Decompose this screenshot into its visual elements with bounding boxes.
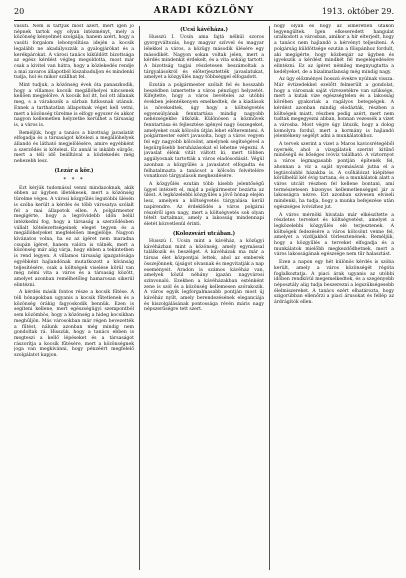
column-divider: [139, 26, 140, 570]
article-paragraph: Ezen a napon egy hét különös kérdés is szóba került, amely a város közönségét régóta foglalkoztatja. A piaci árak ugyanis az utóbbi időben rendkívül megemelkedtek, és a szegényebb néposztály alig tudja beszerezni a legszükségesebb élelmiszereket. A tanács ezért elhatározta, hogy szigorúbban ellenőrzi a piaci árusokat és fellép az árdrágítók ellen.: [274, 260, 394, 306]
article-paragraph: A tervek szerint a vizet a Maros kavicsrétegéből nyernék, ahol a vizsgálatok szerint kitűnő minőségű és bőséges ivóvíz található. A víztornyot a város legmagasabb pontján építenék fel, ahonnan a víz a saját nyomásával jutna el a legtávolabbi házakba is. A csőhálózat kiépítése körülbelül két évig tartana, és a munkálatok alatt a város utcáit részben fel kellene bontani, ami természetesen bizonyos kellemetlenséggel jár a lakosságra nézve. Ezt azonban szívesen elviseli mindenki, ha tudja, hogy a munka befejezése után egészséges ivóvízhez jut.: [274, 142, 394, 210]
article-paragraph: Reméljük, hogy a tanács a bizottság javaslatát elfogadja és a társaságot kötelezi a megállóhelyek állandó és látható megjelölésére, amire egyébként a szerződés is kötelezi. Ez annál is inkább sürgős, mert a téli idő beálltával a közlekedés még nehezebb lesz.: [14, 130, 134, 165]
page-number: 20: [14, 7, 25, 16]
article-paragraph: vasúti. Nem is tartjuk most azért, mert igen jó népnek tartok egy olyan intézményt, mely a közönség kényelmét szolgálja, hanem azért, hogy a vasúti forgalom lebonyolítása idején a kocsik legalább ne akadályozzák a gyalogjárókat és a kerékpárokat. A városi tanács kiküldött bizottsága az egész kérdést végleg megoldotta, most már csak a kivitel van hátra, hogy a közlekedés rendje a mai zavaros állapotból kiszabaduljon és mindenki tudja, hol és mikor szállhat fel.: [14, 24, 134, 81]
article-paragraph: Husszú I. Ucsin ama fajtá nélkül szoros gyorgyváltozás, hogy magyar szívvel és magyar lélekkel a város, a közügy második ülésére egy másodikét. Nagyon sokan voltak jelen, mert a kérdés mindenkit érdekelt, és a vita sokáig tartott. A bizottság tagjai részletesen beszámoltak a tárgyalásokról és előterjesztették javaslatukat, amelyet a közgyűlés nagy többséggel elfogadott.: [144, 35, 264, 81]
column-3: [274, 24, 394, 572]
section-separator: * * *: [63, 177, 85, 184]
page-header: [14, 6, 394, 21]
article-paragraph: A kérdés másik fontos része a kocsik fűtése. A téli hónapokban ugyanis a kocsik fűtetlenek és a közönség órákig fagyoskodik bennük. Ezen is segíteni kellene, mert egészségügyi szempontból sem közömbös, hogy a közönség a hideg kocsikban meghűljön. Más városokban már régen bevezették a fűtést, nálunk azonban még mindig nem gondoltak rá. Hisszük, hogy a tanács ebben is megteszi a kellő lépéseket és a társaságot rászorítja a kocsik fűtésére, mert a közönségnek joga van megkívánni, hogy pénzéért megfelelő szolgálatot kapjon.: [14, 290, 134, 359]
section-heading: (Kolozsvári utcában.): [172, 230, 236, 237]
article-paragraph: Ezt kérjük tudomásul venni mindazoknak, akik ebben az ügyben illetékesek, mert a közönség türelme véges. A városi közgyűlés legutóbbi ülésén is szóba került a kérdés és több városatya szólalt fel a mai állapotok ellen. A polgármester megígérte, hogy a legrövidebb időn belül intézkedni fog, hogy a társaság a szerződésben vállalt kötelezettségeinek eleget tegyen és a megállóhelyeket megfelelően megjelölje. Nagyon kívánatos volna, ha ez az ígéret nem maradna csupán ígéret, hanem valóra is válnék, mert a közönség már alig várja, hogy ebben a tekintetben is rend legyen. A villamos társaság igazgatósága egyébként hajlandónak mutatkozott a kívánság teljesítésére, csak a költségek viselése körül van még némi vita a város és a társaság között, amelyet azonban remélhetőleg hamarosan sikerül elintézni.: [14, 185, 134, 288]
article-paragraph: hogy olyan és hogy az ismeretlen utakon legyengültek. Igen elkeseredett hangulat uralkodott a városban, amikor a hír elterjedt, hogy a tanács nem hajlandó a kérvényt teljesíteni. A polgárság küldöttsége ezután a főispánhoz fordult, aki megígérte, hogy közbenjár az ügyben és igyekszik a kérdést mindkét fél megelégedésére elintézni. Ez az ígéret némileg megnyugtatta a kedélyeket, de a bizalmatlanság még mindig nagy.: [274, 24, 394, 75]
newspaper-title: ARADI KÖZLÖNY: [153, 6, 255, 16]
article-paragraph: Ezután a polgármester szólalt fel és hosszabb beszédben ismertette a város pénzügyi helyzetét. Kifejtette, hogy a város bevételei az utóbbi években jelentékenyen emelkedtek, de a kiadások is növekedtek, úgy hogy a költségvetés egyensúlyának fenntartása mindig nagyobb nehézségekbe ütközik. Különösen a közművek fenntartása és fejlesztése igényel nagy összegeket, amelyeket csak kölcsön útján lehet előteremteni. A polgármester ezért javasolta, hogy a város vegyen fel egy nagyobb kölcsönt, amelynek segítségével a legsürgősebb beruházásokat el lehetne végezni. A javaslat élénk vitát váltott ki, mert többen aggályosnak tartották a város eladósodását. Végül azonban a közgyűlés a javaslatot elfogadta és felhatalmazta a tanácsot a kölcsön felvételére vonatkozó tárgyalások megkezdésére.: [144, 83, 264, 180]
article-paragraph: Mint tudjuk, a közönség évek óta panaszkodik, hogy a villamos kocsik megállóhelyei nincsenek kellően megjelölve. A kocsik hol itt, hol ott állanak meg, s a várakozók a sárban futkosnak utánuk. Ennek a tarthatatlan állapotnak véget kell vetni, mert a közönség türelme is elfogy egyszer és akkor nagyon kellemetlen helyzetbe kerülhet a társaság is, a város is.: [14, 83, 134, 128]
section-heading: (Lezár a kör.): [54, 167, 94, 174]
column-1: [14, 24, 134, 572]
column-2: [144, 24, 264, 572]
article-paragraph: A város mérnöki hivatala már elkészítette a részletes terveket és költségvetést, amelyet a legközelebbi közgyűlés elé terjesztenek. A költségek fedezésére a város kölcsönt venne fel, amelyet a vízdíjakból törlesztenének. Reméljük, hogy a közgyűlés a terveket elfogadja és a munkálatok mielőbb megkezdődhetnek, mert a város lakosságának egészsége nem tűr halasztást.: [274, 212, 394, 258]
section-heading: (Ucsi kávéháza.): [180, 27, 228, 33]
article-paragraph: Husszú I. Ucsin mint a kávéház, a közügyi kávéházban mint a közönség, amely egymással találkozik és beszélget. A kávéházak ma már a társas élet központjai lettek, ahol az emberek összejönnek, újságot olvasnak és megvitatják a nap eseményeit. Aradon is számos kávéház van, amelyek közül néhány igazán nagyvárosi színvonalú. Ezekben a kávéházakban esténként zene is szól és a közönség kellemesen szórakozik. A város egyik legforgalmasabb pontján most új kávéház nyílt, amely berendezésének eleganciája és kiszolgálásának pontossága révén máris nagy népszerűségre tett szert.: [144, 239, 264, 313]
column-divider: [269, 26, 270, 570]
article-paragraph: A közgyűlés ezután több kisebb jelentőségű ügyet intézett el, majd a polgármester bezárta az ülést. A legközelebbi közgyűlés a jövő hónap elején lesz, amelyen a költségvetés tárgyalása kerül napirendre. Az érdeklődés a város polgárai részéről igen nagy, mert a költségvetés sok olyan tételt tartalmaz, amely a lakosság mindennapi életét közvetlenül érinti.: [144, 181, 264, 227]
issue-date: 1913. október 29.: [321, 7, 394, 16]
article-columns: [14, 24, 394, 572]
article-paragraph: Az ügy előzményei hosszú évekre nyúlnak vissza. Már évtizedekkel ezelőtt felmerült a gondolat, hogy a városnak saját vízvezetékre van szüksége, mert a kutak vize egészségtelen és a lakosság körében gyakoriak a ragályos betegségek. A kérdést azonban mindig elodázták, részben a költségek miatt, részben pedig azért, mert nem tudtak megegyezni abban, honnan vezessék a vizet a városba. Most végre úgy látszik, hogy a dolog komolyra fordul, mert a kormány is hajlandó jelentékeny segélyt adni a munkálatokhoz.: [274, 77, 394, 140]
